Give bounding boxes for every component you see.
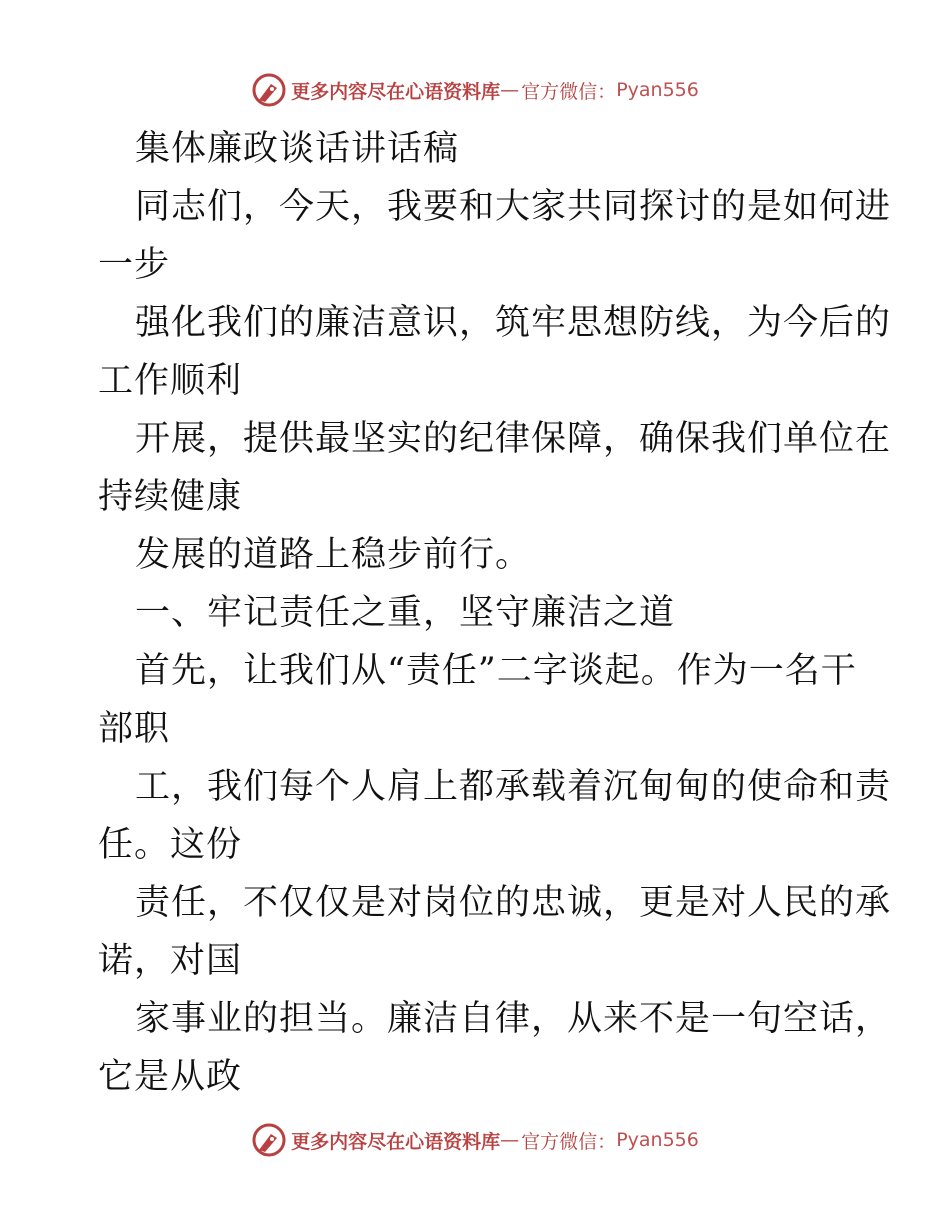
header-watermark-banner <box>0 70 950 110</box>
paragraph-line: 家事业的担当。廉洁自律，从来不是一句空话， <box>135 999 892 1039</box>
paragraph-line: 任。这份 <box>98 825 243 865</box>
paragraph-line: 开展，提供最坚实的纪律保障，确保我们单位在 <box>135 419 892 459</box>
footer-watermark-banner <box>0 1120 950 1160</box>
paragraph-line: 持续健康 <box>98 477 243 517</box>
banner-separator: — <box>500 79 520 101</box>
banner-main-text: 更多内容尽在心语资料库 <box>291 80 501 103</box>
paragraph-line: 工作顺利 <box>98 361 243 401</box>
banner-wechat-id: Pyan556 <box>616 79 699 101</box>
paragraph-line: 强化我们的廉洁意识，筑牢思想防线，为今后的 <box>135 303 892 343</box>
banner-wechat-id: Pyan556 <box>616 1129 699 1151</box>
paragraph-line: 首先，让我们从“责任”二字谈起。作为一名干 <box>135 651 857 691</box>
paragraph-line: 同志们，今天，我要和大家共同探讨的是如何进 <box>135 187 892 227</box>
document-title: 集体廉政谈话讲话稿 <box>135 129 460 169</box>
paragraph-line: 责任，不仅仅是对岗位的忠诚，更是对人民的承 <box>135 883 892 923</box>
document-body <box>98 120 892 1106</box>
pen-nib-logo-icon <box>251 72 287 108</box>
paragraph-line: 工，我们每个人肩上都承载着沉甸甸的使命和责 <box>135 767 892 807</box>
paragraph-line: 诺，对国 <box>98 941 243 981</box>
section-heading: 一、牢记责任之重，坚守廉洁之道 <box>135 593 676 633</box>
paragraph-line: 发展的道路上稳步前行。 <box>135 535 532 575</box>
pen-nib-logo-icon <box>251 1122 287 1158</box>
paragraph-line: 一步 <box>98 245 171 285</box>
banner-separator: — <box>500 1129 520 1151</box>
paragraph-line: 它是从政 <box>98 1057 243 1097</box>
banner-wechat-label: 官方微信： <box>521 80 617 103</box>
banner-main-text: 更多内容尽在心语资料库 <box>291 1130 501 1153</box>
banner-wechat-label: 官方微信： <box>521 1130 617 1153</box>
paragraph-line: 部职 <box>98 709 171 749</box>
